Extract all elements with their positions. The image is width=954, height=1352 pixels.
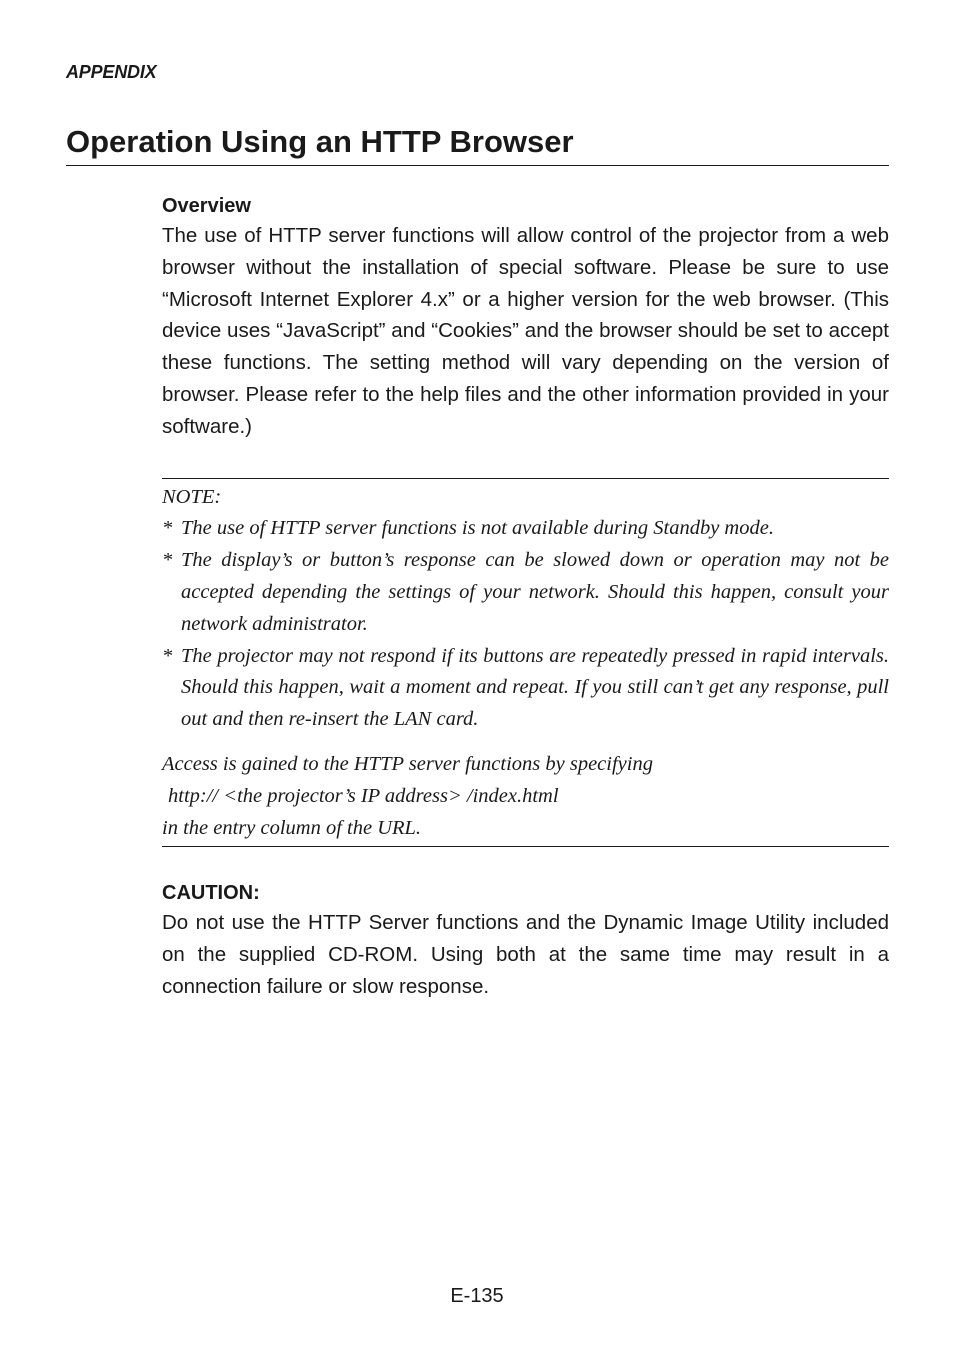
caution-section [162,879,889,1002]
section-label: APPENDIX [66,62,157,82]
access-line: in the entry column of the URL. [162,816,422,839]
note-label: NOTE: [162,485,222,508]
note-item [162,545,889,640]
caution-heading: CAUTION: [162,882,260,905]
note-bullet: * [162,644,173,667]
main-content [162,192,889,1003]
note-item-text: The display’s or button’s response can be slowed down or operation may not be accepted depending the settings of your network. Should this happen, consult your network administrator. [181,549,889,635]
note-item [162,513,889,545]
page-title: Operation Using an HTTP Browser [66,124,574,159]
caution-text: Do not use the HTTP Server functions and the Dynamic Image Utility included on the supplied CD-ROM. Using both at the same time may result in a connection failure or slow response. [162,911,889,998]
note-item-text: The use of HTTP server functions is not available during Standby mode. [181,517,774,540]
access-line: Access is gained to the HTTP server functions by specifying [162,752,653,775]
note-bullet: * [162,517,173,540]
title-divider [66,165,889,166]
note-bullet: * [162,549,173,572]
page-number: E-135 [450,1285,504,1307]
overview-text: The use of HTTP server functions will allow control of the projector from a web browser without the installation of special software. Please be sure to use “Microsoft Internet Explorer 4.x” or a higher version for the web browser. (This device uses “JavaScript” and “Cookies” and the browser should be set to accept these functions. The setting method will vary depending on the version of browser. Please refer to the help files and the other information provided in your software.) [162,224,889,438]
note-item-text: The projector may not respond if its buttons are repeatedly pressed in rapid intervals. Should this happen, wait a moment and repeat. If you still can’t get any response, pull out and then re-insert the LAN card. [181,644,889,731]
note-box [162,478,889,848]
overview-section [162,192,889,443]
note-item [162,641,889,736]
access-instructions [162,749,889,844]
access-url: http:// <the projector’s IP address> /index.html [168,784,559,807]
overview-heading: Overview [162,195,251,217]
